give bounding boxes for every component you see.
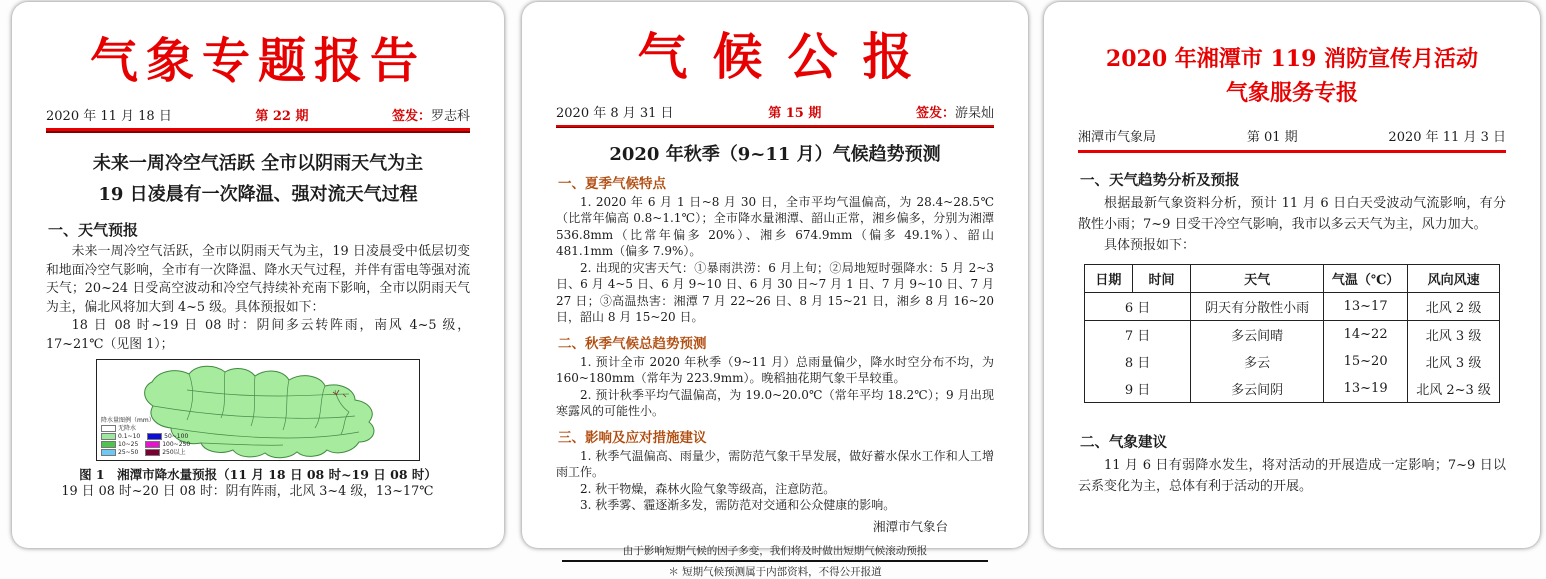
trend-paragraph: 根据最新气象资料分析，预计 11 月 6 日白天受波动气流影响，有分散性小雨；7~9 日受干冷空气影响，我市以多云天气为主，风力加大。	[1078, 196, 1506, 233]
legend-swatch-none	[101, 425, 116, 432]
forecast-intro-line: 具体预报如下：	[1104, 238, 1196, 254]
issuing-org: 湘潭市气象局	[1078, 130, 1157, 146]
section-heading-suggestions: 三、影响及应对措施建议	[558, 429, 707, 446]
cell-date: 6 日	[1085, 293, 1191, 321]
legend-label: 10~25	[118, 441, 139, 449]
cell-temp: 13~19	[1324, 375, 1408, 403]
red-divider	[1078, 150, 1506, 153]
meta-row	[1078, 126, 1506, 145]
forecast-paragraph: 未来一周冷空气活跃，全市以阴雨天气为主，19 日凌晨受中低层切变和地面冷空气影响，全市有一次降温、降水天气过程，并伴有雷电等强对流天气；20~24 日受高空波动和冷空气持续补充南下影响，全市以阴雨天气为主，偏北风将加大到 4~5 级。具体预报如下：	[46, 244, 470, 315]
cell-weather: 多云间阴	[1191, 375, 1324, 403]
autumn-rain-paragraph: 1. 预计全市 2020 年秋季（9~11 月）总雨量偏少，降水时空分布不均，为 160~180mm（常年为 223.9mm）。晚稻抽花期气象干旱较重。	[556, 354, 994, 385]
masthead-title: 气候公报	[637, 27, 938, 86]
forecast-table	[1084, 264, 1500, 403]
report-page-weather-special	[12, 2, 504, 548]
table-row	[1085, 321, 1500, 349]
signer	[392, 105, 470, 124]
col-header-weather: 天气	[1191, 265, 1324, 293]
document-title	[1078, 42, 1506, 110]
disaster-weather-paragraph: 2. 出现的灾害天气：①暴雨洪涝：6 月上旬；②局地短时强降水：5 月 2~3 日、6 月 4~5 日、6 月 9~10 日、6 月 30 日~7 月 1 日、7 月 9~10 日、7 月 27 日；③高温热害：湘潭 7 月 22~26 日、8 月 15~21 日，湘乡 8 月 16~20 日，韶山 8 月 15~20 日。	[556, 260, 994, 324]
legend-title: 降水量图例（mm）	[101, 417, 155, 425]
legend-label: 50~100	[164, 433, 189, 441]
cell-wind: 北风 2 级	[1408, 293, 1500, 321]
issue-date: 2020 年 8 月 31 日	[556, 105, 674, 121]
section-heading-advice: 二、气象建议	[1080, 434, 1167, 452]
cell-wind: 北风 3 级	[1408, 321, 1500, 349]
legend-label: 25~50	[118, 449, 139, 457]
cell-weather: 阴天有分散性小雨	[1191, 293, 1324, 321]
legend-swatch-magenta	[145, 441, 160, 448]
cell-weather: 多云间晴	[1191, 321, 1324, 349]
legend-label: 100~250	[162, 441, 191, 449]
report-page-fire-month-service	[1044, 2, 1540, 548]
table-row	[1085, 375, 1500, 403]
meta-row	[556, 102, 994, 121]
signer-name: 罗志科	[430, 109, 470, 125]
suggestion-1: 1. 秋季气温偏高、雨量少，需防范气象干旱发展，做好蓄水保水工作和人工增雨工作。	[556, 448, 994, 479]
title-line1: 2020 年湘潭市 119 消防宣传月活动	[1105, 46, 1479, 72]
report-page-climate-bulletin	[522, 2, 1028, 578]
cell-temp: 15~20	[1324, 348, 1408, 375]
col-header-temp: 气温（℃）	[1324, 265, 1408, 293]
title-line2: 气象服务专报	[1225, 80, 1358, 107]
issue-number: 第 01 期	[1246, 130, 1298, 146]
cell-date: 7 日	[1085, 321, 1191, 349]
legend-label: 250以上	[162, 449, 186, 457]
footer-note-2: ＊ 短期气候预测属于内部资料，不得公开报道	[668, 565, 882, 578]
footer-divider	[562, 560, 988, 562]
meta-row	[46, 105, 470, 124]
legend-swatch-light-blue	[101, 449, 116, 456]
section-heading-trend-analysis: 一、天气趋势分析及预报	[1080, 172, 1240, 190]
signer-name: 游杲灿	[954, 105, 994, 121]
issue-date: 2020 年 11 月 3 日	[1388, 130, 1506, 146]
cell-wind: 北风 2~3 级	[1408, 375, 1500, 403]
cell-date: 9 日	[1085, 375, 1191, 403]
signer-label: 签发：	[915, 105, 955, 121]
issue-date: 2020 年 11 月 18 日	[46, 109, 172, 125]
headline-line2: 19 日凌晨有一次降温、强对流天气过程	[98, 183, 418, 205]
suggestion-2: 2. 秋干物燥，森林火险气象等级高，注意防范。	[580, 481, 836, 496]
col-header-date: 日期	[1085, 265, 1133, 293]
legend-swatch-blue	[147, 433, 162, 440]
cell-temp: 13~17	[1324, 293, 1408, 321]
precip-map-figure	[96, 359, 420, 461]
summer-stats-paragraph: 1. 2020 年 6 月 1 日~8 月 30 日，全市平均气温偏高，为 28.4~28.5℃（比常年偏高 0.8~1.1℃）；全市降水量湘潭、韶山正常，湘乡偏多，分别为湘潭 536.8mm（比常年偏多 20%）、湘乡 674.9mm（偏多 49.1%）、韶山 481.1mm（偏多 7.9%）。	[556, 194, 994, 258]
signer	[916, 102, 994, 121]
signer-label: 签发：	[391, 109, 431, 125]
cell-wind: 北风 3 级	[1408, 348, 1500, 375]
advice-paragraph: 11 月 6 日有弱降水发生，将对活动的开展造成一定影响；7~9 日以云系变化为主，总体有利于活动的开展。	[1078, 458, 1506, 495]
red-divider	[556, 125, 994, 128]
col-header-wind: 风向风速	[1408, 265, 1500, 293]
masthead-title: 气象专题报告	[89, 33, 426, 89]
bulletin-footer	[556, 543, 994, 579]
forecast-day2-line: 19 日 08 时~20 日 08 时：阴有阵雨，北风 3~4 级，13~17℃	[61, 484, 434, 500]
section-heading-summer-features: 一、夏季气候特点	[558, 175, 666, 192]
map-legend	[101, 417, 190, 457]
headline	[46, 149, 470, 210]
legend-swatch-light-green	[101, 433, 116, 440]
figure-caption: 图 1 湘潭市降水量预报（11 月 18 日 08 时~19 日 08 时）	[79, 467, 437, 483]
section-heading-autumn-trend: 二、秋季气候总趋势预测	[558, 335, 707, 352]
forecast-day1-line: 18 日 08 时~19 日 08 时：阴间多云转阵雨，南风 4~5 级，17~21℃（见图 1）；	[46, 318, 470, 352]
legend-swatch-green	[101, 441, 116, 448]
legend-label: 0.1~10	[118, 433, 141, 441]
table-row	[1085, 348, 1500, 375]
table-header-row	[1085, 265, 1500, 293]
legend-label: 无降水	[118, 425, 137, 433]
section-heading-forecast: 一、天气预报	[48, 221, 139, 240]
autumn-temp-paragraph: 2. 预计秋季平均气温偏高，为 19.0~20.0℃（常年平均 18.2℃）；9 月出现寒露风的可能性小。	[556, 387, 994, 418]
issuing-org-signature: 湘潭市气象台	[872, 518, 948, 534]
document-title: 2020 年秋季（9~11 月）气候趋势预测	[609, 143, 941, 165]
issue-number: 第 22 期	[255, 109, 309, 125]
cell-temp: 14~22	[1324, 321, 1408, 349]
legend-swatch-dark-red	[145, 449, 160, 456]
col-header-time: 时间	[1132, 265, 1190, 293]
headline-line1: 未来一周冷空气活跃 全市以阴雨天气为主	[92, 153, 424, 175]
cell-weather: 多云	[1191, 348, 1324, 375]
cell-date: 8 日	[1085, 348, 1191, 375]
table-row	[1085, 293, 1500, 321]
suggestion-3: 3. 秋季雾、霾逐渐多发，需防范对交通和公众健康的影响。	[580, 498, 896, 512]
footer-note-1: 由于影响短期气候的因子多变，我们将及时做出短期气候滚动预报	[622, 544, 928, 557]
red-divider	[46, 128, 470, 133]
issue-number: 第 15 期	[768, 105, 822, 121]
